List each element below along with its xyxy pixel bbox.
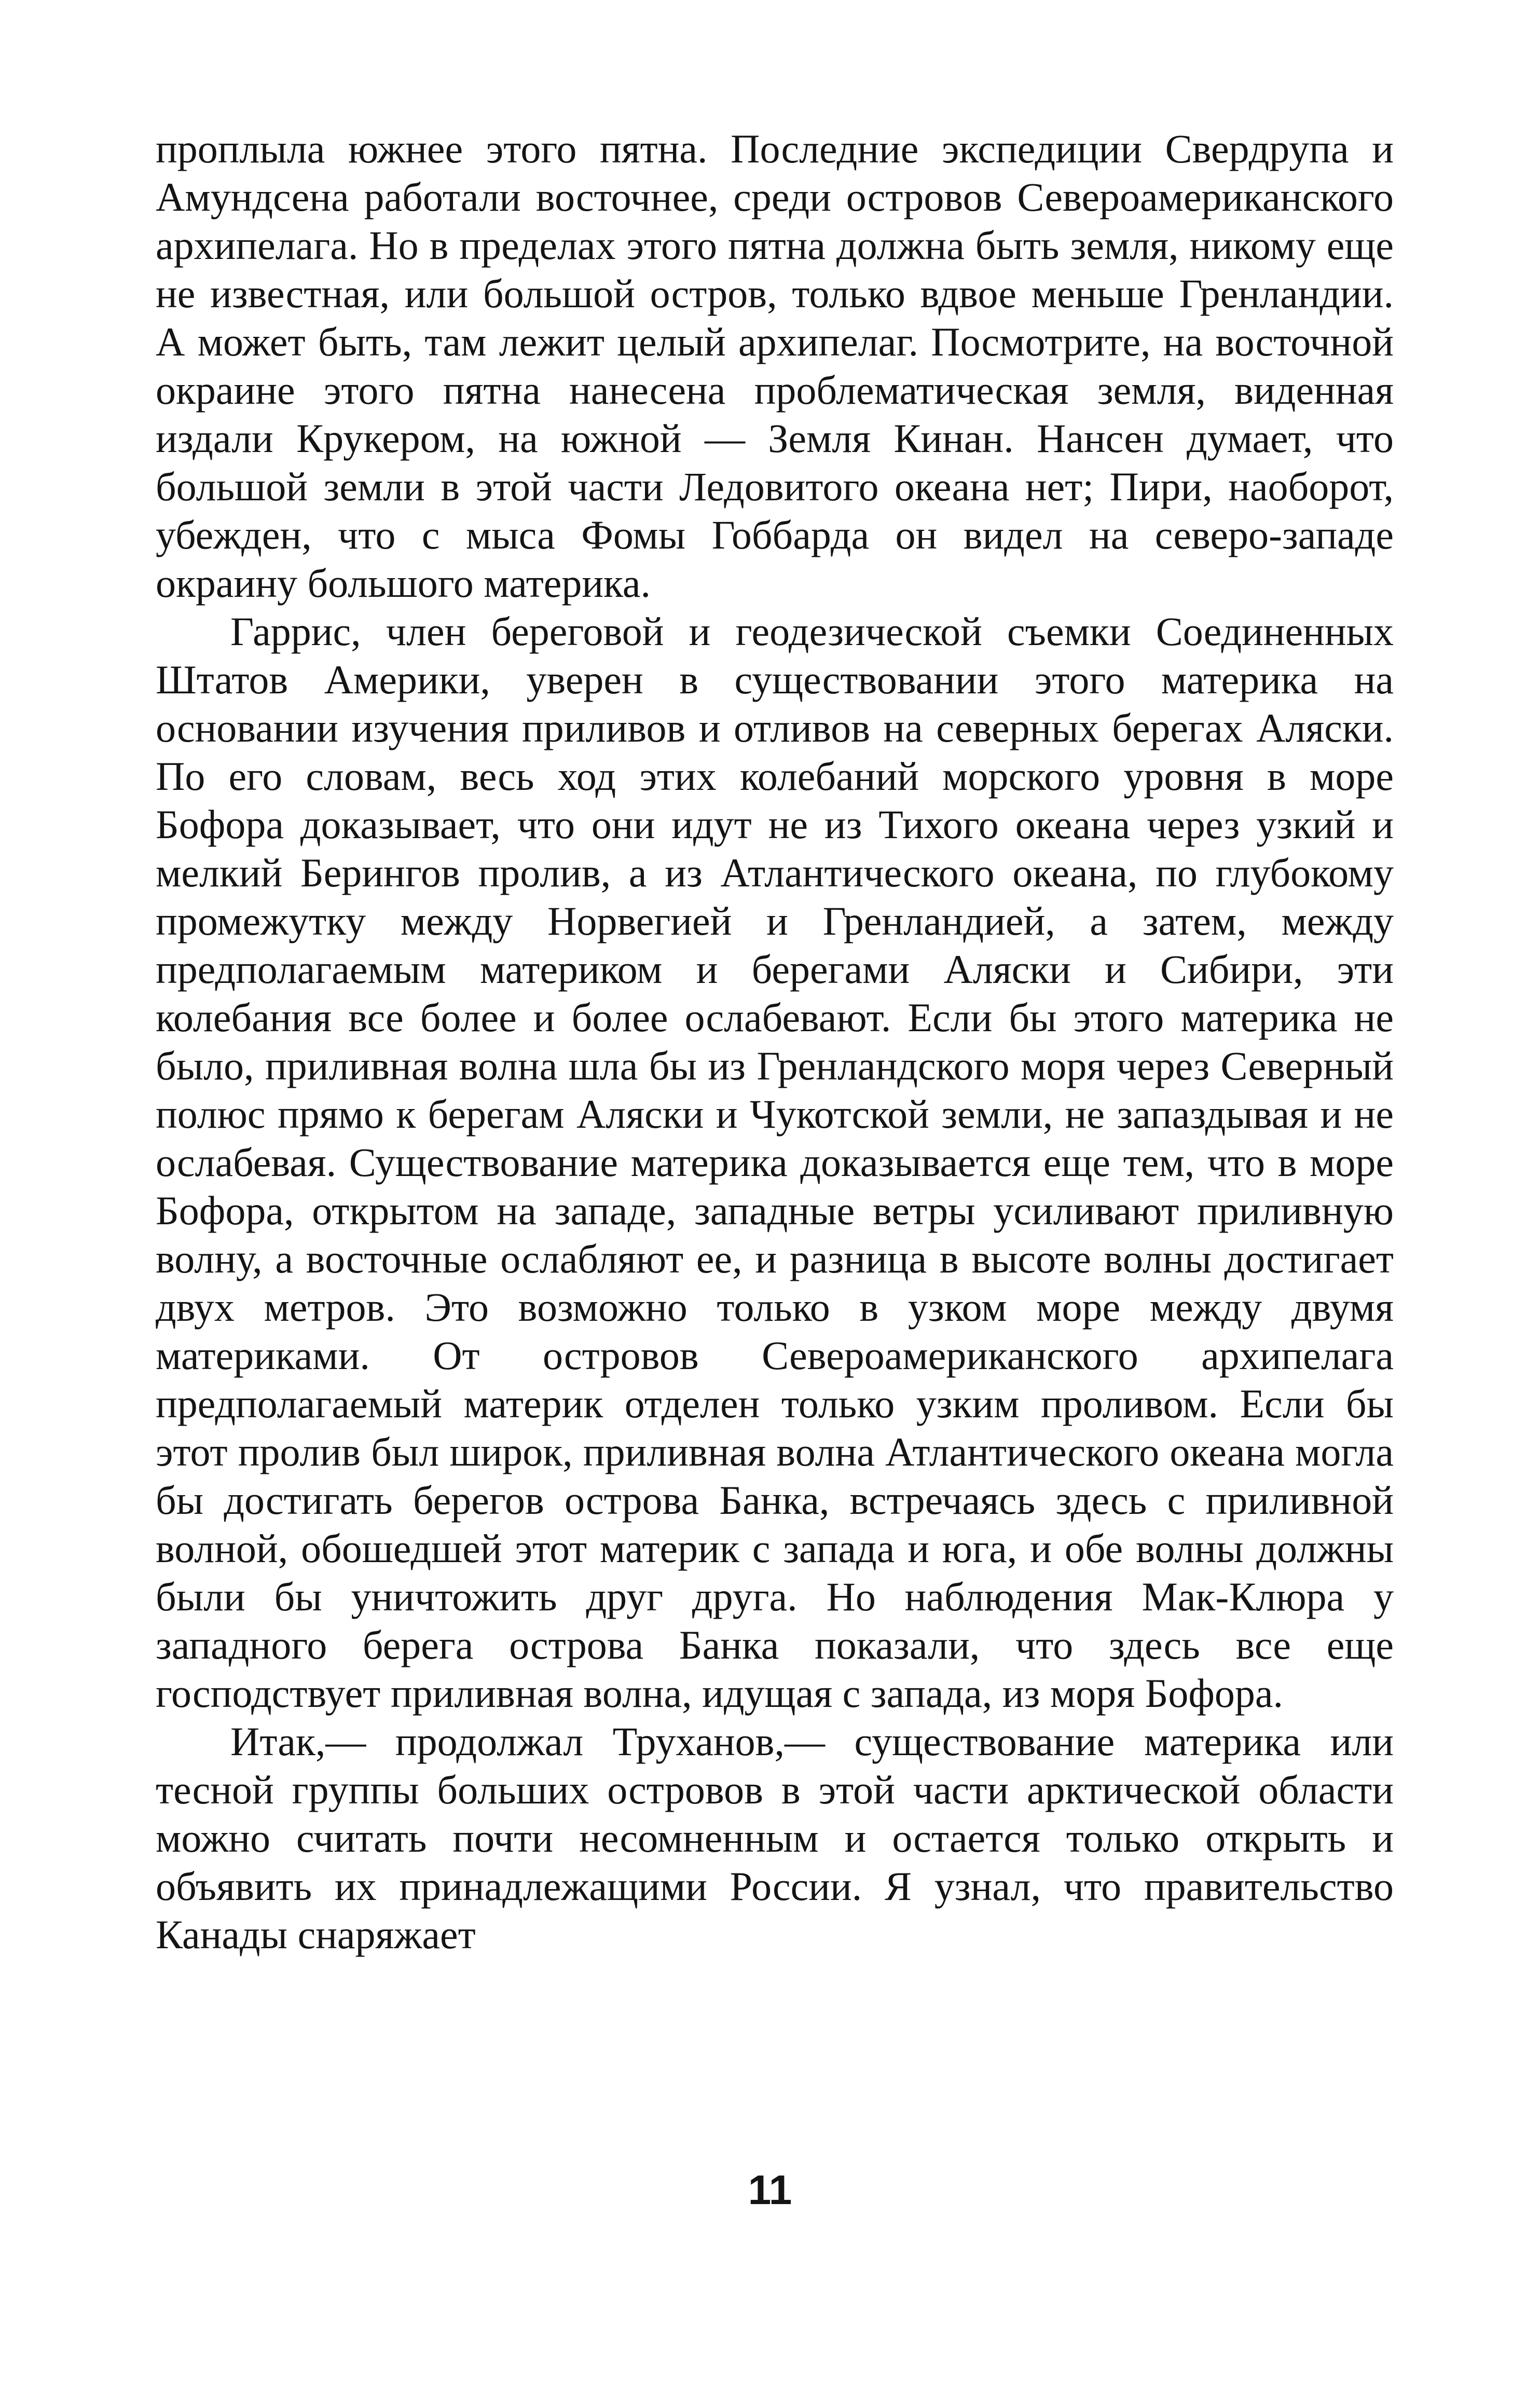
page-number: 11 [748,2167,792,2213]
page-body [156,125,1394,1959]
paragraph-3: Итак,— продолжал Труханов,— существование материка или тесной группы больших островов в этой части арктической области можно считать почти несомненным и остается только открыть и объявить их принадлежащими России. Я узнал, что правительство Канады снаряжает [156,1719,1394,1957]
paragraph-1: проплыла южнее этого пятна. Последние экспедиции Свердрупа и Амундсена работали восточнее, среди островов Североамериканского архипелага. Но в пределах этого пятна должна быть земля, никому еще не известная, или большой остров, только вдвое меньше Гренландии. А может быть, там лежит целый архипелаг. Посмотрите, на восточной окраине этого пятна нанесена проблематическая земля, виденная издали Крукером, на южной — Земля Кинан. Нансен думает, что большой земли в этой части Ледовитого океана нет; Пири, наоборот, убежден, что с мыса Фомы Гоббарда он видел на северо-западе окраину большого материка. [156,126,1394,606]
paragraph-2: Гаррис, член береговой и геодезической съемки Соединенных Штатов Америки, уверен в существовании этого материка на основании изучения приливов и отливов на северных берегах Аляски. По его словам, весь ход этих колебаний морского уровня в море Бофора доказывает, что они идут не из Тихого океана через узкий и мелкий Берингов пролив, а из Атлантического океана, по глубокому промежутку между Норвегией и Гренландией, а затем, между предполагаемым материком и берегами Аляски и Сибири, эти колебания все более и более ослабевают. Если бы этого материка не было, приливная волна шла бы из Гренландского моря через Северный полюс прямо к берегам Аляски и Чукотской земли, не запаздывая и не ослабевая. Существование материка доказывается еще тем, что в море Бофора, открытом на западе, западные ветры усиливают приливную волну, а восточные ослабляют ее, и разница в высоте волны достигает двух метров. Это возможно только в узком море между двумя материками. От островов Североамериканского архипелага предполагаемый материк отделен только узким проливом. Если бы этот пролив был широк, приливная волна Атлантического океана могла бы достигать берегов острова Банка, встречаясь здесь с приливной волной, обошедшей этот материк с запада и юга, и обе волны должны были бы уничтожить друг друга. Но наблюдения Мак-Клюра у западного берега острова Банка показали, что здесь все еще господствует приливная волна, идущая с запада, из моря Бофора. [156,609,1394,1716]
